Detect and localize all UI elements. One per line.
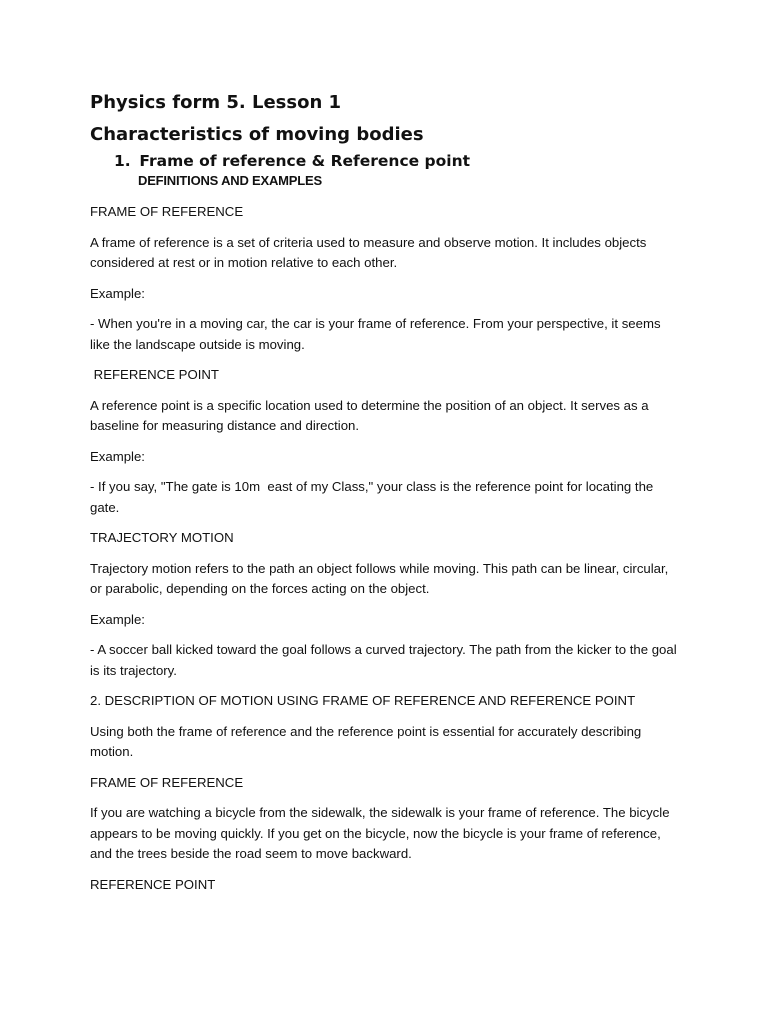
example-label: Example: [90, 611, 145, 627]
paragraph-bicycle-example: If you are watching a bicycle from the sidewalk, the sidewalk is your frame of reference. The bicycle appears to be moving quickly. If you get on the bicycle, now the bicycle is your frame of reference, and the trees beside the road seem to move backward. [90, 805, 670, 861]
section-heading-1 [114, 150, 682, 172]
paragraph-car-example: - When you're in a moving car, the car is your frame of reference. From your perspective, it seems like the landscape outside is moving. [90, 316, 661, 352]
section-title: Frame of reference & Reference point [139, 152, 471, 170]
paragraph-gate-example: - If you say, "The gate is 10m east of my Class," your class is the reference point for locating the gate. [90, 479, 657, 515]
heading-reference-point-2: REFERENCE POINT [90, 876, 216, 892]
paragraph-section-2-intro: Using both the frame of reference and the reference point is essential for accurately describing motion. [90, 723, 642, 759]
example-label: Example: [90, 285, 145, 301]
page-subtitle: Characteristics of moving bodies [90, 124, 424, 145]
heading-section-2: 2. DESCRIPTION OF MOTION USING FRAME OF REFERENCE AND REFERENCE POINT [90, 693, 636, 708]
heading-frame-of-reference: FRAME OF REFERENCE [90, 204, 244, 219]
heading-trajectory-motion: TRAJECTORY MOTION [90, 530, 234, 545]
definitions-heading: DEFINITIONS AND EXAMPLES [138, 173, 322, 188]
paragraph-soccer-example: - A soccer ball kicked toward the goal follows a curved trajectory. The path from the kicker to the goal is its trajectory. [90, 642, 677, 678]
paragraph-reference-point-definition: A reference point is a specific location used to determine the position of an object. It serves as a baseline for measuring distance and direction. [90, 397, 649, 433]
paragraph-frame-definition: A frame of reference is a set of criteria used to measure and observe motion. It includes objects considered at rest or in motion relative to each other. [90, 234, 647, 270]
example-label: Example: [90, 448, 145, 464]
heading-frame-of-reference-2: FRAME OF REFERENCE [90, 774, 244, 790]
paragraph-trajectory-definition: Trajectory motion refers to the path an object follows while moving. This path can be linear, circular, or parabolic, depending on the forces acting on the object. [90, 560, 669, 596]
document-page [90, 88, 682, 905]
heading-reference-point: REFERENCE POINT [90, 367, 219, 382]
page-title: Physics form 5. Lesson 1 [90, 92, 342, 113]
section-number: 1. [114, 152, 131, 170]
